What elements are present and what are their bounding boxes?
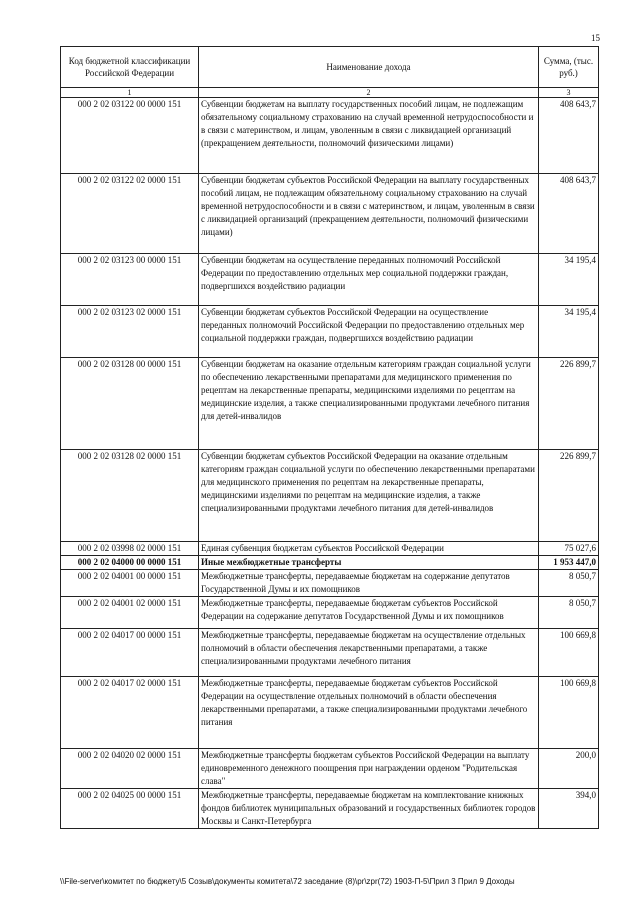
table-row xyxy=(61,254,599,306)
row-amount: 394,0 xyxy=(539,789,599,829)
row-name: Субвенции бюджетам на осуществление переданных полномочий Российской Федерации по предоставлению отдельных мер социальной поддержки граждан, подвергшихся воздействию радиации xyxy=(199,254,539,306)
row-name: Межбюджетные трансферты бюджетам субъектов Российской Федерации на выплату единовременного денежного поощрения при награждении орденом "Родительская слава" xyxy=(199,749,539,789)
row-amount: 226 899,7 xyxy=(539,450,599,542)
row-code: 000 2 02 03123 00 0000 151 xyxy=(61,254,199,306)
table-row xyxy=(61,629,599,677)
row-amount: 75 027,6 xyxy=(539,542,599,556)
row-name: Единая субвенция бюджетам субъектов Российской Федерации xyxy=(199,542,539,556)
row-amount: 34 195,4 xyxy=(539,254,599,306)
page-number: 15 xyxy=(591,33,600,43)
row-code: 000 2 02 03128 02 0000 151 xyxy=(61,450,199,542)
table-row xyxy=(61,677,599,749)
column-number-row xyxy=(61,88,599,98)
table-row xyxy=(61,556,599,570)
row-amount: 100 669,8 xyxy=(539,677,599,749)
row-code: 000 2 02 03122 00 0000 151 xyxy=(61,98,199,174)
row-code: 000 2 02 04000 00 0000 151 xyxy=(61,556,199,570)
row-name: Межбюджетные трансферты, передаваемые бюджетам на осуществление отдельных полномочий в области обеспечения лекарственными препаратами, а также специализированными продуктами лечебного питания xyxy=(199,629,539,677)
row-name: Субвенции бюджетам субъектов Российской Федерации на осуществление переданных полномочий Российской Федерации по предоставлению отдельных мер социальной поддержки граждан, подвергшихся воздействию радиации xyxy=(199,306,539,358)
row-amount: 408 643,7 xyxy=(539,98,599,174)
header-name: Наименование дохода xyxy=(199,47,539,88)
row-code: 000 2 02 04025 00 0000 151 xyxy=(61,789,199,829)
row-amount: 8 050,7 xyxy=(539,597,599,629)
file-path-footer: \\File-server\комитет по бюджету\5 Созыв\документы комитета\72 заседание (8)\pr\zpr(72) 1903-П-5\Прил 3 Прил 9 Доходы xyxy=(60,877,515,886)
row-code: 000 2 02 04020 02 0000 151 xyxy=(61,749,199,789)
table-row xyxy=(61,570,599,597)
row-name: Субвенции бюджетам на оказание отдельным категориям граждан социальной услуги по обеспечению лекарственными препаратами для медицинского применения по рецептам на лекарственные препараты, медицинскими изделиями по рецептам на медицинские изделия, а также специализированными продуктами лечебного питания для детей-инвалидов xyxy=(199,358,539,450)
row-code: 000 2 02 03122 02 0000 151 xyxy=(61,174,199,254)
row-amount: 1 953 447,0 xyxy=(539,556,599,570)
table-row xyxy=(61,174,599,254)
table-row xyxy=(61,789,599,829)
table-row xyxy=(61,358,599,450)
table-row xyxy=(61,450,599,542)
row-code: 000 2 02 04017 02 0000 151 xyxy=(61,677,199,749)
row-amount: 200,0 xyxy=(539,749,599,789)
row-name: Иные межбюджетные трансферты xyxy=(199,556,539,570)
row-name: Межбюджетные трансферты, передаваемые бюджетам субъектов Российской Федерации на осуществление отдельных полномочий в области обеспечения лекарственными препаратами, а также специализированными продуктами лечебного питания xyxy=(199,677,539,749)
row-amount: 408 643,7 xyxy=(539,174,599,254)
row-name: Субвенции бюджетам субъектов Российской Федерации на выплату государственных пособий лицам, не подлежащим обязательному социальному страхованию на случай временной нетрудоспособности и в связи с материнством, и лицам, уволенным в связи с ликвидацией организаций (прекращением деятельности, полномочий физическими лицами) xyxy=(199,174,539,254)
table-header-row xyxy=(61,47,599,88)
row-name: Межбюджетные трансферты, передаваемые бюджетам на комплектование книжных фондов библиотек муниципальных образований и государственных библиотек городов Москвы и Санкт-Петербурга xyxy=(199,789,539,829)
row-name: Межбюджетные трансферты, передаваемые бюджетам субъектов Российской Федерации на содержание депутатов Государственной Думы и их помощников xyxy=(199,597,539,629)
row-name: Межбюджетные трансферты, передаваемые бюджетам на содержание депутатов Государственной Думы и их помощников xyxy=(199,570,539,597)
row-code: 000 2 02 03998 02 0000 151 xyxy=(61,542,199,556)
column-number: 2 xyxy=(199,88,539,98)
row-amount: 226 899,7 xyxy=(539,358,599,450)
row-code: 000 2 02 04001 00 0000 151 xyxy=(61,570,199,597)
header-code: Код бюджетной классификации Российской Федерации xyxy=(61,47,199,88)
row-amount: 34 195,4 xyxy=(539,306,599,358)
row-name: Субвенции бюджетам субъектов Российской Федерации на оказание отдельным категориям граждан социальной услуги по обеспечению лекарственными препаратами для медицинского применения по рецептам на лекарственные препараты, медицинскими изделиями по рецептам на медицинские изделия, а также специализированными продуктами лечебного питания для детей-инвалидов xyxy=(199,450,539,542)
row-code: 000 2 02 03128 00 0000 151 xyxy=(61,358,199,450)
row-amount: 8 050,7 xyxy=(539,570,599,597)
table-row xyxy=(61,98,599,174)
table-row xyxy=(61,597,599,629)
row-amount: 100 669,8 xyxy=(539,629,599,677)
table-row xyxy=(61,542,599,556)
row-code: 000 2 02 03123 02 0000 151 xyxy=(61,306,199,358)
column-number: 3 xyxy=(539,88,599,98)
table-row xyxy=(61,306,599,358)
row-name: Субвенции бюджетам на выплату государственных пособий лицам, не подлежащим обязательному социальному страхованию на случай временной нетрудоспособности и в связи с материнством, и лицам, уволенным в связи с ликвидацией организаций (прекращением деятельности, полномочий физическими лицами) xyxy=(199,98,539,174)
table-row xyxy=(61,749,599,789)
column-number: 1 xyxy=(61,88,199,98)
revenue-table xyxy=(60,46,599,829)
header-amount: Сумма, (тыс. руб.) xyxy=(539,47,599,88)
row-code: 000 2 02 04001 02 0000 151 xyxy=(61,597,199,629)
row-code: 000 2 02 04017 00 0000 151 xyxy=(61,629,199,677)
